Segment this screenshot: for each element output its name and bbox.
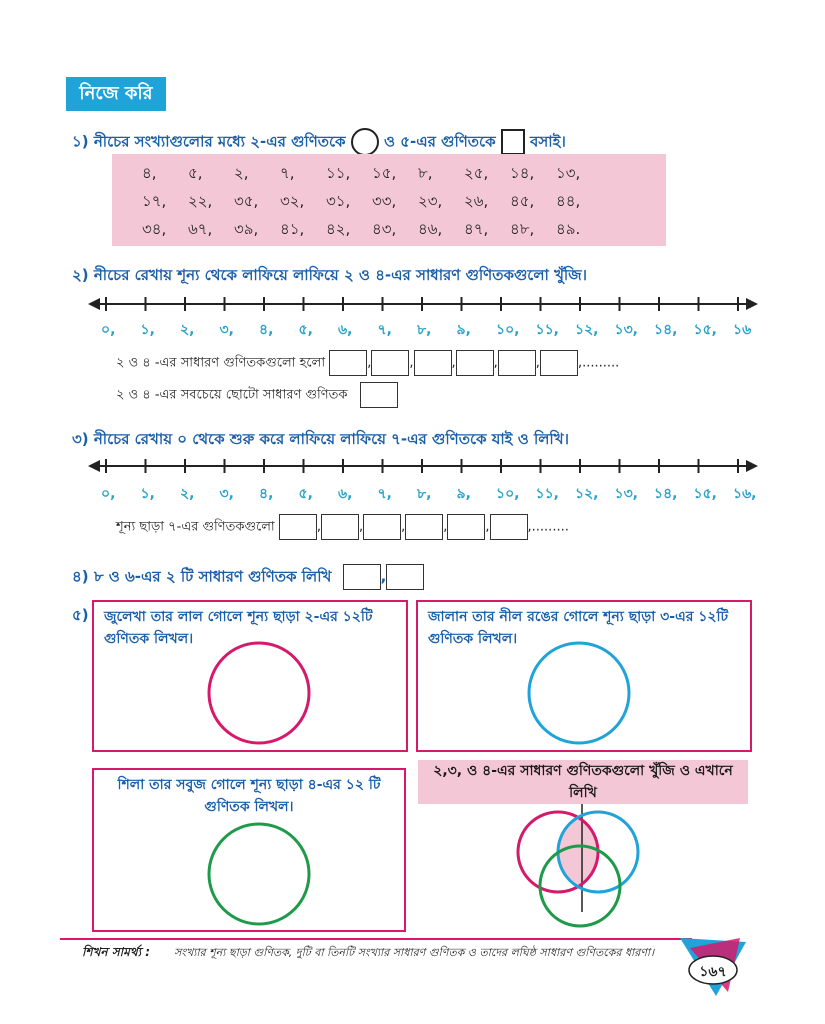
panel3-text: শিলা তার সবুজ গোলে শূন্য ছাড়া ৪-এর ১২ টি গুণিতক লিখল। bbox=[117, 777, 381, 815]
circle-icon bbox=[351, 128, 379, 156]
number-label-3: ৩, bbox=[219, 486, 234, 502]
answer-box[interactable] bbox=[456, 350, 494, 376]
q3-line1-text: শূন্য ছাড়া ৭-এর গুণিতকগুলো bbox=[116, 519, 275, 535]
answer-box[interactable] bbox=[329, 350, 367, 376]
number-label-8: ৮, bbox=[417, 486, 432, 502]
footer-divider bbox=[60, 938, 692, 940]
q1-text-b: ও ৫-এর গুণিতকে bbox=[384, 132, 496, 151]
panel4-text: ২,৩, ও ৪-এর সাধারণ গুণিতকগুলো খুঁজি ও এখানে লিখি bbox=[433, 763, 733, 801]
q4-text: ৮ ও ৬-এর ২ টি সাধারণ গুণিতক লিখি bbox=[93, 567, 332, 586]
panel4-header bbox=[418, 760, 748, 804]
continuation-dots: ......... bbox=[531, 519, 569, 535]
q2-line1-text: ২ ও ৪ -এর সাধারণ গুণিতকগুলো হলো bbox=[116, 355, 326, 371]
q2-line-1: ২ ও ৪ -এর সাধারণ গুণিতকগুলো হলো , , , , , ,......... bbox=[116, 350, 619, 376]
blue-circle[interactable] bbox=[524, 638, 634, 748]
number-row-1: ৪, ৫, ২, ৭, ১১, ১৫, ৮, ২৫, ১৪, ১৩, bbox=[142, 164, 581, 182]
number-label-16: ১৬ bbox=[733, 322, 752, 338]
q2-heading bbox=[72, 264, 587, 289]
q1-text-a: নীচের সংখ্যাগুলোর মধ্যে ২-এর গুণিতকে bbox=[93, 132, 346, 151]
number-label-15: ১৫, bbox=[693, 322, 717, 338]
lcm-answer-box[interactable] bbox=[360, 382, 398, 408]
number-line-2-labels bbox=[0, 482, 825, 502]
number-label-5: ৫, bbox=[298, 322, 313, 338]
number-label-0: ০, bbox=[101, 486, 116, 502]
number-label-16: ১৬, bbox=[733, 486, 757, 502]
section-banner: নিজে করি bbox=[66, 77, 166, 111]
panel-red-circle bbox=[92, 600, 408, 752]
number-label-10: ১০, bbox=[496, 486, 520, 502]
answer-box[interactable] bbox=[321, 514, 359, 540]
number-line-2 bbox=[88, 452, 758, 482]
q2-number: ২) bbox=[72, 266, 89, 284]
number-label-8: ৮, bbox=[417, 322, 432, 338]
number-label-6: ৬, bbox=[338, 322, 353, 338]
answer-box[interactable] bbox=[498, 350, 536, 376]
q3-line-1: শূন্য ছাড়া ৭-এর গুণিতকগুলো , , , , , ,......... bbox=[116, 514, 569, 540]
red-circle[interactable] bbox=[204, 638, 314, 748]
venn-diagram[interactable] bbox=[510, 804, 650, 930]
arrow-left-icon bbox=[88, 460, 100, 472]
number-label-1: ১, bbox=[140, 486, 155, 502]
number-label-0: ০, bbox=[101, 322, 116, 338]
number-label-7: ৭, bbox=[377, 322, 392, 338]
q4-heading: ৪) ৮ ও ৬-এর ২ টি সাধারণ গুণিতক লিখি , bbox=[72, 564, 424, 591]
number-label-1: ১, bbox=[140, 322, 155, 338]
number-label-4: ৪, bbox=[259, 486, 274, 502]
panel-blue-circle bbox=[416, 600, 752, 752]
number-label-3: ৩, bbox=[219, 322, 234, 338]
number-label-15: ১৫, bbox=[693, 486, 717, 502]
answer-box[interactable] bbox=[279, 514, 317, 540]
q3-number: ৩) bbox=[72, 430, 89, 448]
number-label-6: ৬, bbox=[338, 486, 353, 502]
panel2-text: জালান তার নীল রঙের গোলে শূন্য ছাড়া ৩-এর ১২টি গুণিতক লিখল। bbox=[428, 609, 729, 647]
arrow-right-icon bbox=[746, 460, 758, 472]
number-label-11: ১১, bbox=[535, 322, 559, 338]
answer-box[interactable] bbox=[371, 350, 409, 376]
number-label-4: ৪, bbox=[259, 322, 274, 338]
q2-line-2 bbox=[116, 382, 398, 408]
page-number: ১৬৭ bbox=[699, 964, 727, 980]
number-label-14: ১৪, bbox=[654, 322, 678, 338]
number-row-3: ৩৪, ৬৭, ৩৯, ৪১, ৪২, ৪৩, ৪৬, ৪৭, ৪৮, ৪৯. bbox=[142, 220, 581, 238]
arrow-right-icon bbox=[746, 298, 758, 310]
number-line-1-labels bbox=[0, 318, 825, 338]
q4-number: ৪) bbox=[72, 567, 89, 586]
answer-box[interactable] bbox=[386, 564, 424, 590]
number-label-9: ৯, bbox=[456, 322, 471, 338]
continuation-dots: ......... bbox=[582, 355, 620, 371]
number-row-2: ১৭, ২২, ৩৫, ৩২, ৩১, ৩৩, ২৩, ২৬, ৪৫, ৪৪, bbox=[142, 192, 581, 210]
number-label-2: ২, bbox=[180, 322, 195, 338]
number-label-7: ৭, bbox=[377, 486, 392, 502]
answer-box[interactable] bbox=[414, 350, 452, 376]
number-label-10: ১০, bbox=[496, 322, 520, 338]
q3-heading bbox=[72, 428, 569, 453]
answer-box[interactable] bbox=[447, 514, 485, 540]
answer-box[interactable] bbox=[405, 514, 443, 540]
q3-text: নীচের রেখায় ০ থেকে শুরু করে লাফিয়ে লাফিয়ে ৭-এর গুণিতকে যাই ও লিখি। bbox=[93, 430, 569, 448]
square-icon bbox=[501, 129, 525, 155]
number-label-12: ১২, bbox=[575, 322, 599, 338]
q2-text: নীচের রেখায় শূন্য থেকে লাফিয়ে লাফিয়ে ২ ও ৪-এর সাধারণ গুণিতকগুলো খুঁজি। bbox=[93, 266, 588, 284]
green-circle[interactable] bbox=[204, 820, 314, 928]
number-label-5: ৫, bbox=[298, 486, 313, 502]
number-label-13: ১৩, bbox=[614, 486, 639, 502]
learning-outcome-label: শিখন সামর্থ্য : bbox=[82, 945, 151, 959]
arrow-left-icon bbox=[88, 298, 100, 310]
answer-box[interactable] bbox=[343, 564, 381, 590]
answer-box[interactable] bbox=[540, 350, 578, 376]
answer-box[interactable] bbox=[490, 514, 528, 540]
number-label-2: ২, bbox=[180, 486, 195, 502]
number-label-11: ১১, bbox=[535, 486, 559, 502]
q5-number: ৫) bbox=[72, 606, 89, 624]
learning-outcome-text: সংখ্যার শূন্য ছাড়া গুণিতক, দুটি বা তিনটি সংখ্যার সাধারণ গুণিতক ও তাদের লঘিষ্ঠ সাধারণ গুণিতকের ধারণা। bbox=[174, 946, 655, 959]
number-label-12: ১২, bbox=[575, 486, 599, 502]
q1-text-c: বসাই। bbox=[530, 132, 566, 151]
panel1-text: জুলেখা তার লাল গোলে শূন্য ছাড়া ২-এর ১২টি গুণিতক লিখল। bbox=[104, 609, 373, 647]
number-label-13: ১৩, bbox=[614, 322, 639, 338]
number-label-14: ১৪, bbox=[654, 486, 678, 502]
answer-box[interactable] bbox=[363, 514, 401, 540]
panel-green-circle bbox=[92, 768, 406, 932]
number-label-9: ৯, bbox=[456, 486, 471, 502]
q1-heading bbox=[72, 128, 566, 156]
q1-number: ১) bbox=[72, 132, 89, 151]
number-line-1 bbox=[88, 290, 758, 320]
q2-line2-text: ২ ও ৪ -এর সবচেয়ে ছোটো সাধারণ গুণিতক bbox=[116, 387, 348, 403]
q1-number-box bbox=[112, 154, 666, 246]
